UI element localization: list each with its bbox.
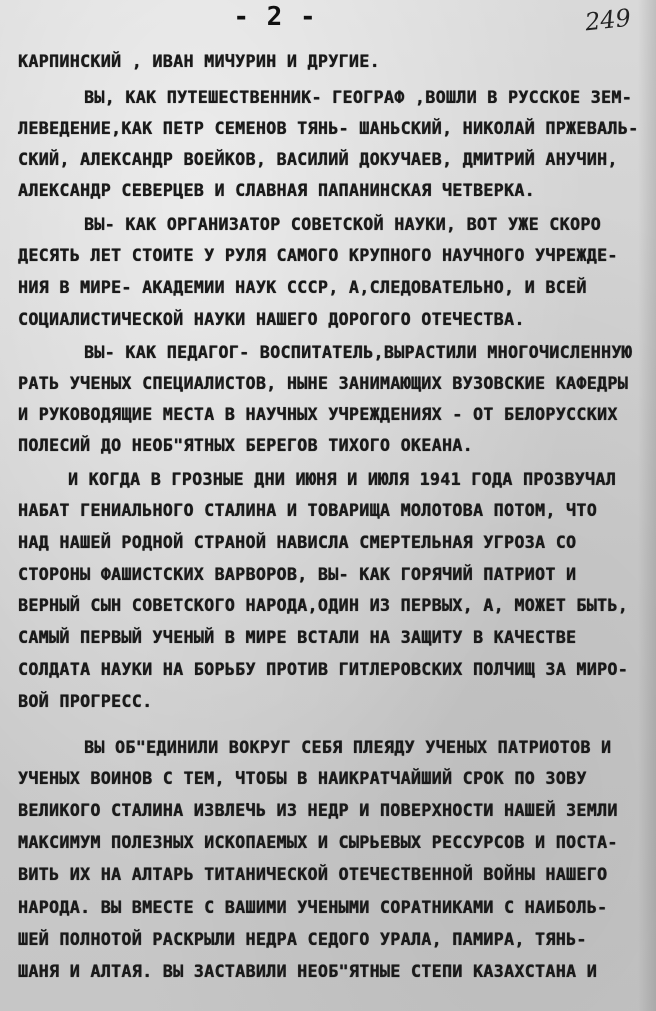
- text-line: РАТЬ УЧЕНЫХ СПЕЦИАЛИСТОВ, НЫНЕ ЗАНИМАЮЩИХ ВУЗОВСКИЕ КАФЕДРЫ: [18, 374, 629, 393]
- text-line: ВЫ- КАК ПЕДАГОГ- ВОСПИТАТЕЛЬ,ВЫРАСТИЛИ МНОГОЧИСЛЕННУЮ: [84, 343, 633, 362]
- text-line: ШЕЙ ПОЛНОТОЙ РАСКРЫЛИ НЕДРА СЕДОГО УРАЛА, ПАМИРА, ТЯНЬ-: [18, 930, 587, 949]
- text-line: НАБАТ ГЕНИАЛЬНОГО СТАЛИНА И ТОВАРИЩА МОЛОТОВА ПОТОМ, ЧТО: [18, 501, 598, 520]
- text-line: ВЫ- КАК ОРГАНИЗАТОР СОВЕТСКОЙ НАУКИ, ВОТ УЖЕ СКОРО: [84, 215, 602, 234]
- text-line: САМЫЙ ПЕРВЫЙ УЧЕНЫЙ В МИРЕ ВСТАЛИ НА ЗАЩИТУ В КАЧЕСТВЕ: [18, 628, 577, 647]
- text-line: УЧЕНЫХ ВОИНОВ С ТЕМ, ЧТОБЫ В НАИКРАТЧАЙШИЙ СРОК ПО ЗОВУ: [18, 769, 587, 788]
- text-line: НАРОДА. ВЫ ВМЕСТЕ С ВАШИМИ УЧЕНЫМИ СОРАТНИКАМИ С НАИБОЛЬ-: [18, 898, 608, 917]
- text-line: ЛЕВЕДЕНИЕ,КАК ПЕТР СЕМЕНОВ ТЯНЬ- ШАНЬСКИЙ, НИКОЛАЙ ПРЖЕВАЛЬ-: [18, 119, 639, 138]
- handwritten-archive-number: 249: [583, 3, 633, 37]
- text-line: АЛЕКСАНДР СЕВЕРЦЕВ И СЛАВНАЯ ПАПАНИНСКАЯ ЧЕТВЕРКА.: [18, 181, 536, 200]
- text-line: НИЯ В МИРЕ- АКАДЕМИИ НАУК СССР, А,СЛЕДОВАТЕЛЬНО, И ВСЕЙ: [18, 278, 587, 297]
- text-line: СОЦИАЛИСТИЧЕСКОЙ НАУКИ НАШЕГО ДОРОГОГО ОТЕЧЕСТВА.: [18, 310, 525, 329]
- text-line: КАРПИНСКИЙ , ИВАН МИЧУРИН И ДРУГИЕ.: [18, 52, 380, 71]
- text-line: СКИЙ, АЛЕКСАНДР ВОЕЙКОВ, ВАСИЛИЙ ДОКУЧАЕВ, ДМИТРИЙ АНУЧИН,: [18, 150, 618, 169]
- text-line: ВЫ ОБ"ЕДИНИЛИ ВОКРУГ СЕБЯ ПЛЕЯДУ УЧЕНЫХ ПАТРИОТОВ И: [84, 738, 612, 757]
- text-line: ВЕРНЫЙ СЫН СОВЕТСКОГО НАРОДА,ОДИН ИЗ ПЕРВЫХ, А, МОЖЕТ БЫТЬ,: [18, 596, 629, 615]
- text-line: ВОЙ ПРОГРЕСС.: [18, 692, 153, 711]
- text-line: ПОЛЕСИЙ ДО НЕОБ"ЯТНЫХ БЕРЕГОВ ТИХОГО ОКЕАНА.: [18, 436, 473, 455]
- text-line: ВЕЛИКОГО СТАЛИНА ИЗВЛЕЧЬ ИЗ НЕДР И ПОВЕРХНОСТИ НАШЕЙ ЗЕМЛИ: [18, 801, 618, 820]
- text-line: СОЛДАТА НАУКИ НА БОРЬБУ ПРОТИВ ГИТЛЕРОВСКИХ ПОЛЧИЩ ЗА МИРО-: [18, 660, 629, 679]
- text-line: ДЕСЯТЬ ЛЕТ СТОИТЕ У РУЛЯ САМОГО КРУПНОГО НАУЧНОГО УЧРЕЖДЕ-: [18, 246, 618, 265]
- text-line: СТОРОНЫ ФАШИСТСКИХ ВАРВОРОВ, ВЫ- КАК ГОРЯЧИЙ ПАТРИОТ И: [18, 565, 577, 584]
- text-line: И РУКОВОДЯЩИЕ МЕСТА В НАУЧНЫХ УЧРЕЖДЕНИЯХ - ОТ БЕЛОРУССКИХ: [18, 405, 618, 424]
- text-line: ВИТЬ ИХ НА АЛТАРЬ ТИТАНИЧЕСКОЙ ОТЕЧЕСТВЕННОЙ ВОЙНЫ НАШЕГО: [18, 865, 608, 884]
- text-line: ШАНЯ И АЛТАЯ. ВЫ ЗАСТАВИЛИ НЕОБ"ЯТНЫЕ СТЕПИ КАЗАХСТАНА И: [18, 962, 598, 981]
- page-number: - 2 -: [233, 2, 317, 32]
- text-line: МАКСИМУМ ПОЛЕЗНЫХ ИСКОПАЕМЫХ И СЫРЬЕВЫХ РЕССУРСОВ И ПОСТА-: [18, 833, 618, 852]
- text-line: НАД НАШЕЙ РОДНОЙ СТРАНОЙ НАВИСЛА СМЕРТЕЛЬНАЯ УГРОЗА СО: [18, 533, 577, 552]
- text-line: ВЫ, КАК ПУТЕШЕСТВЕННИК- ГЕОГРАФ ,ВОШЛИ В РУССКОЕ ЗЕМ-: [84, 88, 633, 107]
- text-line: И КОГДА В ГРОЗНЫЕ ДНИ ИЮНЯ И ИЮЛЯ 1941 ГОДА ПРОЗВУЧАЛ: [68, 470, 617, 489]
